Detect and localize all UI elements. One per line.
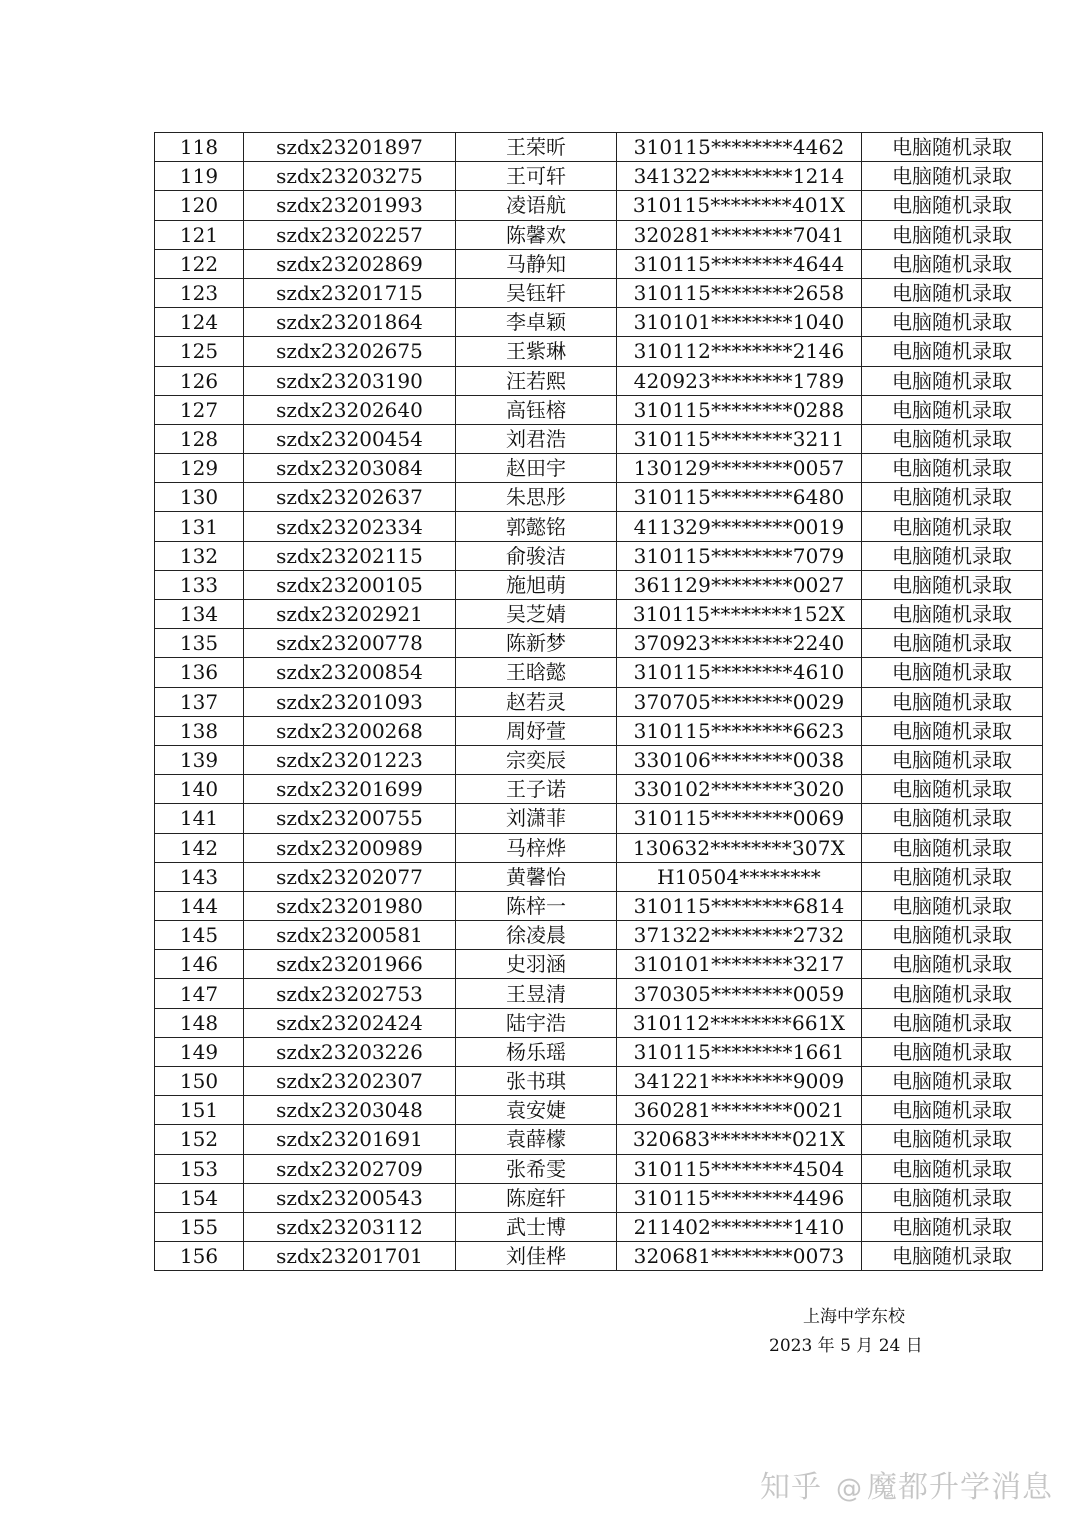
cell-application-id: szdx23203112: [244, 1212, 456, 1241]
cell-student-name: 凌语航: [456, 191, 617, 220]
cell-admission-status: 电脑随机录取: [862, 979, 1043, 1008]
cell-number: 122: [155, 249, 244, 278]
cell-id-card: H10504********: [617, 862, 862, 891]
table-row: [155, 833, 1043, 862]
table-row: [155, 1067, 1043, 1096]
cell-number: 153: [155, 1154, 244, 1183]
school-name: 上海中学东校: [803, 1307, 905, 1327]
watermark-site: 知乎: [760, 1470, 822, 1505]
cell-student-name: 张希雯: [456, 1154, 617, 1183]
cell-number: 133: [155, 570, 244, 599]
cell-admission-status: 电脑随机录取: [862, 570, 1043, 599]
table-row: [155, 979, 1043, 1008]
cell-application-id: szdx23201223: [244, 745, 456, 774]
cell-student-name: 黄馨怡: [456, 862, 617, 891]
cell-admission-status: 电脑随机录取: [862, 541, 1043, 570]
cell-application-id: szdx23202869: [244, 249, 456, 278]
cell-number: 134: [155, 600, 244, 629]
cell-number: 135: [155, 629, 244, 658]
cell-admission-status: 电脑随机录取: [862, 950, 1043, 979]
cell-id-card: 341221********9009: [617, 1067, 862, 1096]
cell-student-name: 刘佳桦: [456, 1242, 617, 1271]
cell-student-name: 朱思彤: [456, 483, 617, 512]
table-row: [155, 308, 1043, 337]
cell-student-name: 陈新梦: [456, 629, 617, 658]
cell-application-id: szdx23201864: [244, 308, 456, 337]
cell-student-name: 俞骏洁: [456, 541, 617, 570]
table-row: [155, 133, 1043, 162]
cell-student-name: 高钰榕: [456, 395, 617, 424]
table-row: [155, 600, 1043, 629]
cell-application-id: szdx23201701: [244, 1242, 456, 1271]
table-row: [155, 483, 1043, 512]
cell-application-id: szdx23200543: [244, 1183, 456, 1212]
cell-admission-status: 电脑随机录取: [862, 512, 1043, 541]
table-row: [155, 220, 1043, 249]
cell-admission-status: 电脑随机录取: [862, 1183, 1043, 1212]
cell-student-name: 刘君浩: [456, 424, 617, 453]
cell-application-id: szdx23203048: [244, 1096, 456, 1125]
table-row: [155, 629, 1043, 658]
cell-number: 130: [155, 483, 244, 512]
cell-student-name: 徐凌晨: [456, 921, 617, 950]
cell-application-id: szdx23202709: [244, 1154, 456, 1183]
table-row: [155, 278, 1043, 307]
cell-student-name: 刘潇菲: [456, 804, 617, 833]
table-row: [155, 249, 1043, 278]
cell-admission-status: 电脑随机录取: [862, 745, 1043, 774]
table-row: [155, 1183, 1043, 1212]
cell-number: 142: [155, 833, 244, 862]
cell-admission-status: 电脑随机录取: [862, 220, 1043, 249]
cell-id-card: 310115********4610: [617, 658, 862, 687]
cell-application-id: szdx23203226: [244, 1037, 456, 1066]
cell-application-id: szdx23200778: [244, 629, 456, 658]
cell-admission-status: 电脑随机录取: [862, 1125, 1043, 1154]
cell-application-id: szdx23202077: [244, 862, 456, 891]
cell-admission-status: 电脑随机录取: [862, 687, 1043, 716]
cell-student-name: 张书琪: [456, 1067, 617, 1096]
table-row: [155, 1008, 1043, 1037]
cell-application-id: szdx23203084: [244, 454, 456, 483]
cell-admission-status: 电脑随机录取: [862, 804, 1043, 833]
cell-number: 120: [155, 191, 244, 220]
cell-id-card: 360281********0021: [617, 1096, 862, 1125]
cell-application-id: szdx23202753: [244, 979, 456, 1008]
table-row: [155, 1242, 1043, 1271]
cell-number: 148: [155, 1008, 244, 1037]
cell-number: 146: [155, 950, 244, 979]
cell-id-card: 310115********4504: [617, 1154, 862, 1183]
cell-id-card: 310101********1040: [617, 308, 862, 337]
cell-admission-status: 电脑随机录取: [862, 1037, 1043, 1066]
cell-application-id: szdx23202921: [244, 600, 456, 629]
cell-student-name: 吴钰轩: [456, 278, 617, 307]
cell-student-name: 周妤萱: [456, 716, 617, 745]
cell-application-id: szdx23201966: [244, 950, 456, 979]
cell-admission-status: 电脑随机录取: [862, 891, 1043, 920]
table-row: [155, 570, 1043, 599]
table-row: [155, 337, 1043, 366]
cell-application-id: szdx23200755: [244, 804, 456, 833]
table-row: [155, 1096, 1043, 1125]
cell-number: 140: [155, 775, 244, 804]
watermark-account: 魔都升学消息: [867, 1470, 1053, 1505]
cell-admission-status: 电脑随机录取: [862, 337, 1043, 366]
cell-student-name: 施旭萌: [456, 570, 617, 599]
cell-student-name: 马静知: [456, 249, 617, 278]
cell-student-name: 汪若熙: [456, 366, 617, 395]
cell-admission-status: 电脑随机录取: [862, 600, 1043, 629]
watermark: [760, 1462, 1053, 1506]
cell-admission-status: 电脑随机录取: [862, 1212, 1043, 1241]
table-row: [155, 716, 1043, 745]
cell-admission-status: 电脑随机录取: [862, 716, 1043, 745]
cell-id-card: 130632********307X: [617, 833, 862, 862]
cell-admission-status: 电脑随机录取: [862, 1067, 1043, 1096]
cell-application-id: szdx23202675: [244, 337, 456, 366]
cell-id-card: 370923********2240: [617, 629, 862, 658]
cell-admission-status: 电脑随机录取: [862, 424, 1043, 453]
cell-id-card: 310112********661X: [617, 1008, 862, 1037]
table-row: [155, 804, 1043, 833]
cell-application-id: szdx23200105: [244, 570, 456, 599]
cell-application-id: szdx23201993: [244, 191, 456, 220]
cell-number: 137: [155, 687, 244, 716]
table-row: [155, 366, 1043, 395]
cell-application-id: szdx23202257: [244, 220, 456, 249]
cell-number: 121: [155, 220, 244, 249]
cell-id-card: 330106********0038: [617, 745, 862, 774]
cell-application-id: szdx23202640: [244, 395, 456, 424]
table-row: [155, 775, 1043, 804]
cell-admission-status: 电脑随机录取: [862, 921, 1043, 950]
watermark-at: @: [836, 1474, 863, 1504]
table-body: [155, 133, 1043, 1271]
table-row: [155, 454, 1043, 483]
table-row: [155, 862, 1043, 891]
cell-id-card: 130129********0057: [617, 454, 862, 483]
cell-application-id: szdx23202637: [244, 483, 456, 512]
cell-id-card: 310115********0069: [617, 804, 862, 833]
cell-number: 147: [155, 979, 244, 1008]
table-row: [155, 395, 1043, 424]
table-row: [155, 191, 1043, 220]
cell-number: 131: [155, 512, 244, 541]
table-row: [155, 891, 1043, 920]
cell-student-name: 王晗懿: [456, 658, 617, 687]
table-row: [155, 541, 1043, 570]
cell-number: 143: [155, 862, 244, 891]
table-row: [155, 1154, 1043, 1183]
cell-student-name: 王荣昕: [456, 133, 617, 162]
cell-admission-status: 电脑随机录取: [862, 1154, 1043, 1183]
cell-student-name: 史羽涵: [456, 950, 617, 979]
cell-id-card: 310112********2146: [617, 337, 862, 366]
cell-application-id: szdx23201093: [244, 687, 456, 716]
cell-application-id: szdx23200268: [244, 716, 456, 745]
cell-number: 125: [155, 337, 244, 366]
cell-id-card: 310115********152X: [617, 600, 862, 629]
cell-student-name: 吴芝婧: [456, 600, 617, 629]
cell-id-card: 310115********7079: [617, 541, 862, 570]
cell-admission-status: 电脑随机录取: [862, 833, 1043, 862]
table-row: [155, 512, 1043, 541]
cell-id-card: 310115********6623: [617, 716, 862, 745]
cell-admission-status: 电脑随机录取: [862, 483, 1043, 512]
table-row: [155, 921, 1043, 950]
cell-number: 132: [155, 541, 244, 570]
cell-id-card: 310115********401X: [617, 191, 862, 220]
cell-admission-status: 电脑随机录取: [862, 1242, 1043, 1271]
cell-application-id: szdx23201715: [244, 278, 456, 307]
cell-application-id: szdx23201897: [244, 133, 456, 162]
table-row: [155, 658, 1043, 687]
cell-student-name: 袁薛檬: [456, 1125, 617, 1154]
cell-student-name: 王昱清: [456, 979, 617, 1008]
cell-id-card: 370305********0059: [617, 979, 862, 1008]
cell-id-card: 330102********3020: [617, 775, 862, 804]
cell-application-id: szdx23201691: [244, 1125, 456, 1154]
cell-number: 141: [155, 804, 244, 833]
cell-id-card: 211402********1410: [617, 1212, 862, 1241]
publish-date: 2023 年 5 月 24 日: [769, 1336, 923, 1356]
cell-student-name: 马梓烨: [456, 833, 617, 862]
cell-student-name: 陈馨欢: [456, 220, 617, 249]
cell-number: 138: [155, 716, 244, 745]
cell-admission-status: 电脑随机录取: [862, 278, 1043, 307]
cell-number: 129: [155, 454, 244, 483]
cell-number: 144: [155, 891, 244, 920]
cell-number: 126: [155, 366, 244, 395]
table-row: [155, 745, 1043, 774]
table-row: [155, 687, 1043, 716]
cell-number: 151: [155, 1096, 244, 1125]
cell-admission-status: 电脑随机录取: [862, 191, 1043, 220]
cell-admission-status: 电脑随机录取: [862, 308, 1043, 337]
cell-id-card: 310115********1661: [617, 1037, 862, 1066]
cell-application-id: szdx23203275: [244, 162, 456, 191]
cell-student-name: 袁安婕: [456, 1096, 617, 1125]
cell-admission-status: 电脑随机录取: [862, 862, 1043, 891]
cell-id-card: 411329********0019: [617, 512, 862, 541]
cell-student-name: 郭懿铭: [456, 512, 617, 541]
cell-id-card: 310115********4644: [617, 249, 862, 278]
cell-student-name: 王紫琳: [456, 337, 617, 366]
cell-number: 155: [155, 1212, 244, 1241]
cell-id-card: 310115********3211: [617, 424, 862, 453]
cell-number: 119: [155, 162, 244, 191]
cell-id-card: 341322********1214: [617, 162, 862, 191]
cell-student-name: 陈梓一: [456, 891, 617, 920]
cell-id-card: 371322********2732: [617, 921, 862, 950]
cell-number: 156: [155, 1242, 244, 1271]
cell-application-id: szdx23202115: [244, 541, 456, 570]
cell-admission-status: 电脑随机录取: [862, 395, 1043, 424]
cell-student-name: 王子诺: [456, 775, 617, 804]
cell-id-card: 310115********4496: [617, 1183, 862, 1212]
cell-student-name: 杨乐瑶: [456, 1037, 617, 1066]
cell-student-name: 陆宇浩: [456, 1008, 617, 1037]
cell-number: 136: [155, 658, 244, 687]
cell-admission-status: 电脑随机录取: [862, 1096, 1043, 1125]
cell-number: 152: [155, 1125, 244, 1154]
cell-admission-status: 电脑随机录取: [862, 629, 1043, 658]
table-row: [155, 950, 1043, 979]
cell-application-id: szdx23202307: [244, 1067, 456, 1096]
cell-admission-status: 电脑随机录取: [862, 162, 1043, 191]
cell-number: 124: [155, 308, 244, 337]
cell-number: 128: [155, 424, 244, 453]
cell-student-name: 陈庭轩: [456, 1183, 617, 1212]
cell-number: 154: [155, 1183, 244, 1212]
cell-id-card: 310115********6480: [617, 483, 862, 512]
table-row: [155, 1037, 1043, 1066]
cell-id-card: 370705********0029: [617, 687, 862, 716]
cell-id-card: 320681********0073: [617, 1242, 862, 1271]
cell-number: 127: [155, 395, 244, 424]
cell-admission-status: 电脑随机录取: [862, 249, 1043, 278]
cell-id-card: 320281********7041: [617, 220, 862, 249]
cell-admission-status: 电脑随机录取: [862, 454, 1043, 483]
cell-number: 118: [155, 133, 244, 162]
cell-id-card: 310115********0288: [617, 395, 862, 424]
cell-student-name: 宗奕辰: [456, 745, 617, 774]
cell-application-id: szdx23203190: [244, 366, 456, 395]
cell-number: 139: [155, 745, 244, 774]
cell-admission-status: 电脑随机录取: [862, 133, 1043, 162]
cell-application-id: szdx23201980: [244, 891, 456, 920]
cell-application-id: szdx23202424: [244, 1008, 456, 1037]
cell-admission-status: 电脑随机录取: [862, 366, 1043, 395]
cell-id-card: 310115********2658: [617, 278, 862, 307]
cell-application-id: szdx23200989: [244, 833, 456, 862]
cell-id-card: 320683********021X: [617, 1125, 862, 1154]
cell-student-name: 王可轩: [456, 162, 617, 191]
cell-number: 145: [155, 921, 244, 950]
cell-number: 123: [155, 278, 244, 307]
table-row: [155, 162, 1043, 191]
cell-id-card: 310115********4462: [617, 133, 862, 162]
cell-id-card: 361129********0027: [617, 570, 862, 599]
cell-student-name: 李卓颖: [456, 308, 617, 337]
cell-admission-status: 电脑随机录取: [862, 658, 1043, 687]
cell-application-id: szdx23200581: [244, 921, 456, 950]
cell-student-name: 武士博: [456, 1212, 617, 1241]
cell-id-card: 310115********6814: [617, 891, 862, 920]
cell-id-card: 310101********3217: [617, 950, 862, 979]
cell-admission-status: 电脑随机录取: [862, 775, 1043, 804]
cell-application-id: szdx23200454: [244, 424, 456, 453]
cell-application-id: szdx23202334: [244, 512, 456, 541]
admission-list-table: [154, 132, 1043, 1271]
cell-student-name: 赵若灵: [456, 687, 617, 716]
cell-application-id: szdx23200854: [244, 658, 456, 687]
table-row: [155, 1212, 1043, 1241]
cell-admission-status: 电脑随机录取: [862, 1008, 1043, 1037]
cell-student-name: 赵田宇: [456, 454, 617, 483]
cell-number: 150: [155, 1067, 244, 1096]
cell-application-id: szdx23201699: [244, 775, 456, 804]
cell-number: 149: [155, 1037, 244, 1066]
cell-id-card: 420923********1789: [617, 366, 862, 395]
table-row: [155, 1125, 1043, 1154]
table-row: [155, 424, 1043, 453]
